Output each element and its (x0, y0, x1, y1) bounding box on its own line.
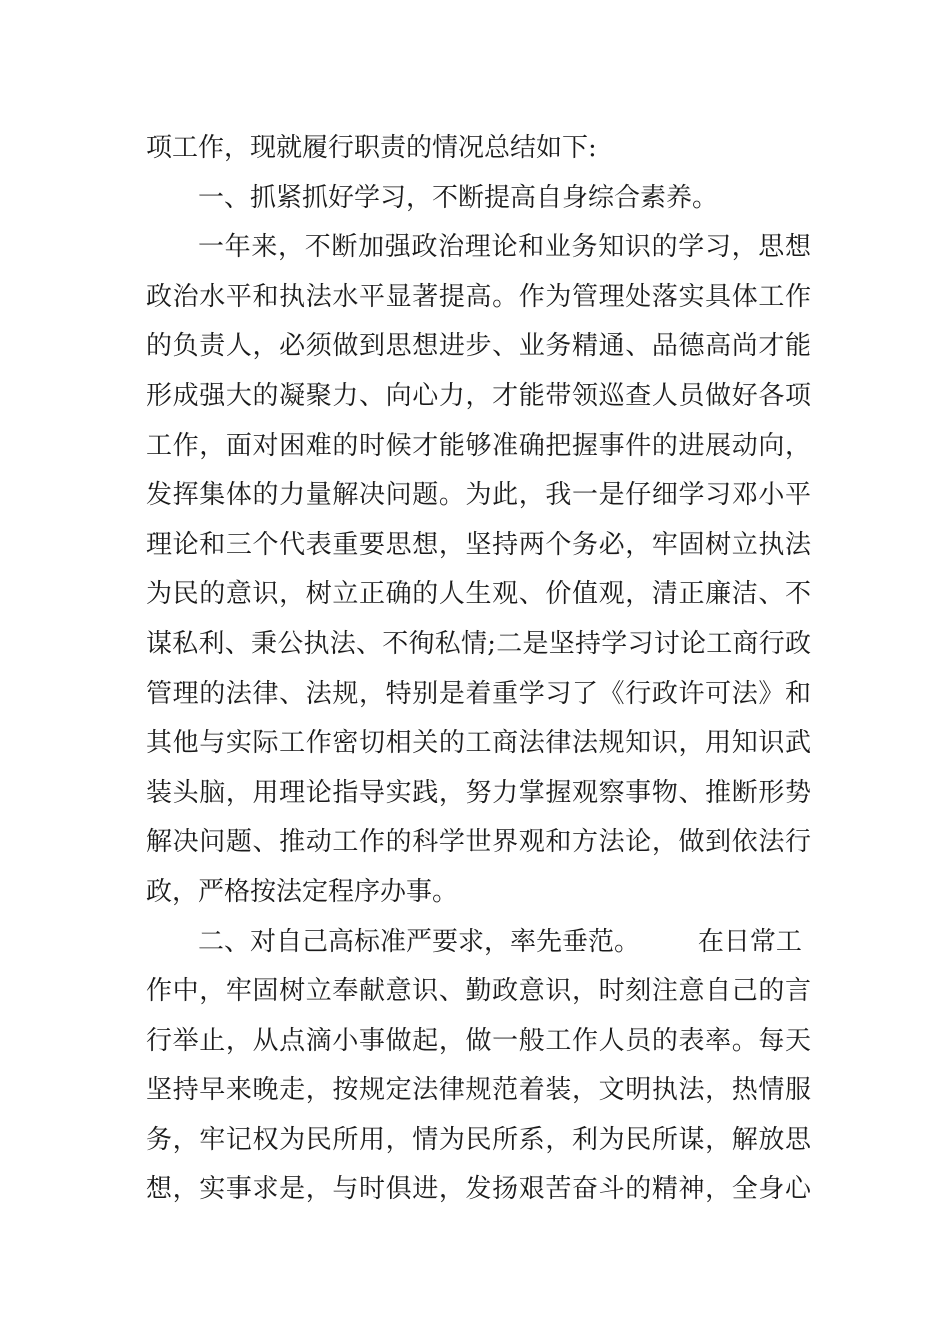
text-line: 政，严格按法定程序办事。 (146, 876, 459, 907)
text-line: 发挥集体的力量解决问题。为此，我一是仔细学习邓小平 (146, 480, 811, 511)
text-line: 理论和三个代表重要思想，坚持两个务必，牢固树立执法 (146, 529, 811, 560)
text-line: 工作，面对困难的时候才能够准确把握事件的进展动向， (146, 430, 811, 461)
text-line: 为民的意识，树立正确的人生观、价值观，清正廉洁、不 (146, 579, 811, 610)
section-heading-1: 一、抓紧抓好学习，不断提高自身综合素养。 (198, 182, 719, 213)
text-line: 形成强大的凝聚力、向心力，才能带领巡查人员做好各项 (146, 380, 811, 411)
text-line: 管理的法律、法规，特别是着重学习了《行政许可法》和 (146, 678, 811, 709)
text-line: 解决问题、推动工作的科学世界观和方法论，做到依法行 (146, 827, 811, 858)
section-heading-2: 二、对自己高标准严要求，率先垂范。 在日常工 (198, 926, 802, 957)
text-line: 的负责人，必须做到思想进步、业务精通、品德高尚才能 (146, 331, 811, 362)
text-line: 一年来，不断加强政治理论和业务知识的学习，思想 (198, 232, 811, 263)
text-line: 坚持早来晚走，按规定法律规范着装，文明执法，热情服 (146, 1075, 811, 1106)
text-line: 其他与实际工作密切相关的工商法律法规知识，用知识武 (146, 728, 811, 759)
text-line: 作中，牢固树立奉献意识、勤政意识，时刻注意自己的言 (146, 976, 811, 1007)
text-line: 务，牢记权为民所用，情为民所系，利为民所谋，解放思 (146, 1124, 811, 1155)
text-line: 想，实事求是，与时俱进，发扬艰苦奋斗的精神，全身心 (146, 1174, 811, 1205)
text-line: 项工作，现就履行职责的情况总结如下: (146, 133, 597, 163)
text-line: 装头脑，用理论指导实践，努力掌握观察事物、推断形势 (146, 777, 811, 808)
text-line: 政治水平和执法水平显著提高。作为管理处落实具体工作 (146, 281, 811, 312)
text-line: 行举止，从点滴小事做起，做一般工作人员的表率。每天 (146, 1025, 811, 1056)
text-line: 谋私利、秉公执法、不徇私情;二是坚持学习讨论工商行政 (146, 628, 811, 659)
body-text (146, 124, 811, 1215)
